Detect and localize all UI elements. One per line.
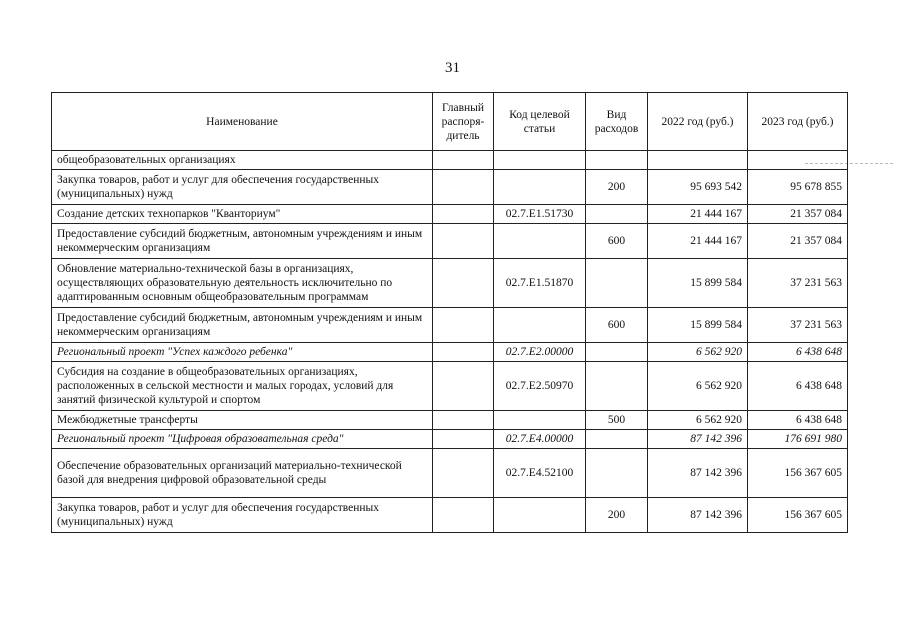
table-row xyxy=(52,362,848,411)
cell-2022 xyxy=(648,151,748,170)
cell-grbs xyxy=(433,170,494,205)
cell-code xyxy=(494,498,586,533)
cell-name: Региональный проект "Цифровая образовательная среда" xyxy=(52,430,433,449)
cell-kind xyxy=(586,430,648,449)
table-row xyxy=(52,498,848,533)
cell-grbs xyxy=(433,498,494,533)
table-row xyxy=(52,205,848,224)
cell-name: Закупка товаров, работ и услуг для обеспечения государственных (муниципальных) нужд xyxy=(52,498,433,533)
cell-2022: 15 899 584 xyxy=(648,308,748,343)
cell-name: Обновление материально-технической базы в организациях, осуществляющих образовательную деятельность исключительно по адаптированным основным общеобразовательным программам xyxy=(52,259,433,308)
cell-name: Региональный проект "Успех каждого ребенка" xyxy=(52,343,433,362)
table-row xyxy=(52,411,848,430)
cell-grbs xyxy=(433,151,494,170)
cell-grbs xyxy=(433,224,494,259)
header-kind: Вид расходов xyxy=(586,93,648,151)
table-row xyxy=(52,151,848,170)
cell-2023: 21 357 084 xyxy=(748,224,848,259)
cell-code xyxy=(494,308,586,343)
cell-name: Межбюджетные трансферты xyxy=(52,411,433,430)
cell-name: Создание детских технопарков "Кванториум" xyxy=(52,205,433,224)
cell-2022: 95 693 542 xyxy=(648,170,748,205)
cell-2023: 95 678 855 xyxy=(748,170,848,205)
cell-2022: 21 444 167 xyxy=(648,205,748,224)
table-row xyxy=(52,449,848,498)
cell-2023: 156 367 605 xyxy=(748,449,848,498)
header-name: Наименование xyxy=(52,93,433,151)
cell-2022: 87 142 396 xyxy=(648,498,748,533)
cell-2023: 176 691 980 xyxy=(748,430,848,449)
cell-kind: 600 xyxy=(586,308,648,343)
cell-kind: 500 xyxy=(586,411,648,430)
page-number: 31 xyxy=(445,60,460,76)
table-row xyxy=(52,308,848,343)
cell-grbs xyxy=(433,343,494,362)
cell-name: Закупка товаров, работ и услуг для обеспечения государственных (муниципальных) нужд xyxy=(52,170,433,205)
cell-grbs xyxy=(433,411,494,430)
cell-code: 02.7.E2.50970 xyxy=(494,362,586,411)
cell-code: 02.7.E4.52100 xyxy=(494,449,586,498)
cell-2023: 6 438 648 xyxy=(748,411,848,430)
header-grbs: Главный распоря-дитель xyxy=(433,93,494,151)
table-row xyxy=(52,224,848,259)
cell-code xyxy=(494,151,586,170)
cell-2023: 37 231 563 xyxy=(748,308,848,343)
header-code: Код целевой статьи xyxy=(494,93,586,151)
cell-2023: 6 438 648 xyxy=(748,362,848,411)
cell-kind xyxy=(586,259,648,308)
cell-code: 02.7.E1.51730 xyxy=(494,205,586,224)
cell-grbs xyxy=(433,362,494,411)
cell-2022: 21 444 167 xyxy=(648,224,748,259)
cell-kind xyxy=(586,449,648,498)
cell-2023: 6 438 648 xyxy=(748,343,848,362)
cell-grbs xyxy=(433,308,494,343)
cell-2023: 37 231 563 xyxy=(748,259,848,308)
cell-2023: 156 367 605 xyxy=(748,498,848,533)
cell-kind: 200 xyxy=(586,498,648,533)
cell-name: Субсидия на создание в общеобразовательных организациях, расположенных в сельской местности и малых городах, условий для занятий физической культурой и спортом xyxy=(52,362,433,411)
cell-2022: 15 899 584 xyxy=(648,259,748,308)
cell-kind: 200 xyxy=(586,170,648,205)
cell-2022: 87 142 396 xyxy=(648,430,748,449)
cell-code: 02.7.E1.51870 xyxy=(494,259,586,308)
table-row xyxy=(52,343,848,362)
cell-grbs xyxy=(433,205,494,224)
cell-kind xyxy=(586,151,648,170)
budget-table xyxy=(51,92,848,533)
cell-grbs xyxy=(433,449,494,498)
cell-code xyxy=(494,170,586,205)
cell-kind: 600 xyxy=(586,224,648,259)
cell-2022: 6 562 920 xyxy=(648,362,748,411)
table-row xyxy=(52,170,848,205)
cell-2023 xyxy=(748,151,848,170)
cell-grbs xyxy=(433,430,494,449)
header-2022: 2022 год (руб.) xyxy=(648,93,748,151)
cell-name: Предоставление субсидий бюджетным, автономным учреждениям и иным некоммерческим организациям xyxy=(52,224,433,259)
cell-grbs xyxy=(433,259,494,308)
header-2023: 2023 год (руб.) xyxy=(748,93,848,151)
cell-2022: 87 142 396 xyxy=(648,449,748,498)
table-header-row xyxy=(52,93,848,151)
cell-2023: 21 357 084 xyxy=(748,205,848,224)
cell-name: Предоставление субсидий бюджетным, автономным учреждениям и иным некоммерческим организациям xyxy=(52,308,433,343)
cell-2022: 6 562 920 xyxy=(648,411,748,430)
cell-name: общеобразовательных организациях xyxy=(52,151,433,170)
cell-kind xyxy=(586,205,648,224)
cell-2022: 6 562 920 xyxy=(648,343,748,362)
cell-code: 02.7.E4.00000 xyxy=(494,430,586,449)
cell-code: 02.7.E2.00000 xyxy=(494,343,586,362)
cell-kind xyxy=(586,362,648,411)
cell-code xyxy=(494,411,586,430)
table-row xyxy=(52,259,848,308)
cell-code xyxy=(494,224,586,259)
cell-kind xyxy=(586,343,648,362)
table-row xyxy=(52,430,848,449)
cell-name: Обеспечение образовательных организаций материально-технической базой для внедрения цифровой образовательной среды xyxy=(52,449,433,498)
